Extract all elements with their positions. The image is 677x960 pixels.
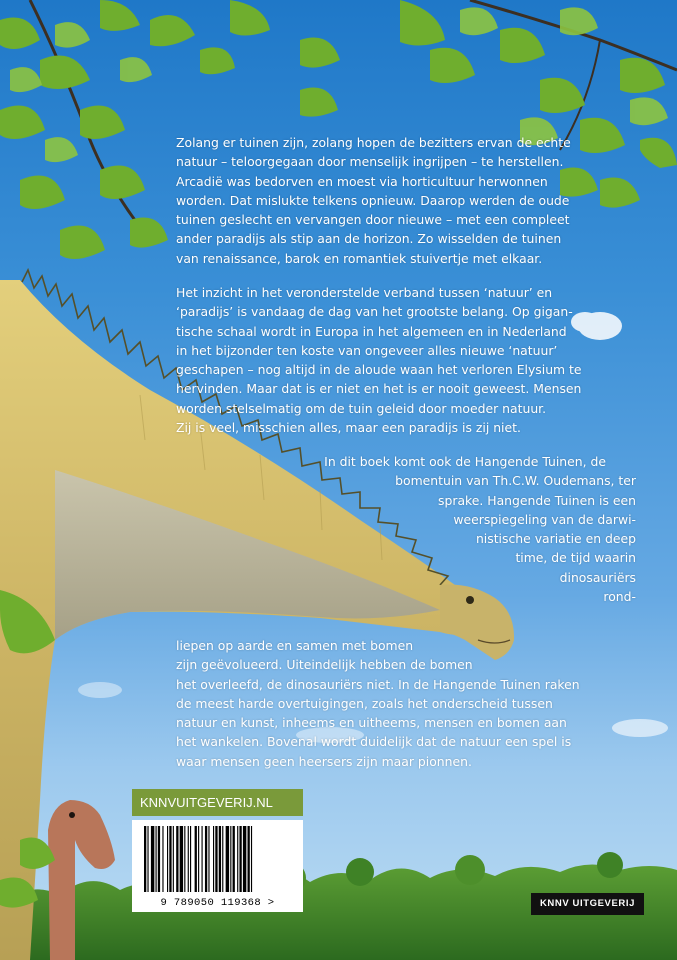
barcode-bar	[237, 826, 238, 892]
barcode-bar	[176, 826, 178, 892]
barcode-bar	[195, 826, 197, 892]
text-line: geschapen – nog altijd in de aloude waan het verloren Elysium te	[176, 362, 582, 378]
barcode-bar	[180, 826, 183, 892]
barcode-bar	[205, 826, 207, 892]
text-line: worden. Dat mislukte telkens opnieuw. Daarop werden de oude	[176, 192, 570, 208]
barcode-bar	[147, 826, 148, 892]
barcode-bar	[184, 826, 185, 892]
text-line: in het bijzonder ten koste van ongeveer alles nieuwe ‘natuur’	[176, 342, 558, 358]
barcode-bar	[248, 826, 250, 892]
text-line: worden stelselmatig om de tuin geleid door moeder natuur.	[176, 400, 547, 416]
text-line: nistische variatie en deep	[475, 531, 636, 547]
text-line: van renaissance, barok en romantiek stuivertje met elkaar.	[176, 250, 543, 266]
text-line: tuinen geslecht en vervangen door nieuwe – met een compleet	[176, 212, 570, 228]
text-line: sprake. Hangende Tuinen is een	[438, 492, 636, 508]
barcode	[132, 820, 303, 912]
paragraph-4	[176, 636, 580, 771]
barcode-bar	[188, 826, 189, 892]
paragraph-2	[176, 283, 582, 437]
isbn-number: 9 789050 119368 >	[160, 897, 275, 909]
barcode-bar	[144, 826, 146, 892]
text-line: natuur – teloorgegaan door menselijk ingrijpen – te herstellen.	[176, 154, 564, 170]
barcode-bar	[213, 826, 214, 892]
text-line: In dit boek komt ook de Hangende Tuinen, de	[324, 454, 606, 469]
barcode-bar	[233, 826, 235, 892]
barcode-bar	[202, 826, 203, 892]
barcode-bar	[226, 826, 229, 892]
text-line: weerspiegeling van de darwi-	[453, 511, 636, 527]
text-line: rond-	[603, 589, 636, 605]
text-line: Arcadië was bedorven en moest via horticultuur herwonnen	[176, 173, 548, 189]
text-line: Zolang er tuinen zijn, zolang hopen de bezitters ervan de echte	[176, 135, 571, 150]
text-line: bomentuin van Th.C.W. Oudemans, ter	[395, 473, 636, 489]
barcode-bar	[208, 826, 209, 892]
barcode-bar	[158, 826, 160, 892]
barcode-bar	[243, 826, 246, 892]
website-label[interactable]: KNNVUITGEVERIJ.NL	[132, 789, 303, 816]
text-line: hervinden. Maar dat is er niet en het is er nooit geweest. Mensen	[176, 381, 582, 397]
text-line: het overleefd, de dinosauriërs niet. In de Hangende Tuinen raken	[176, 676, 580, 692]
barcode-bar	[156, 826, 157, 892]
barcode-bar	[167, 826, 168, 892]
text-line: waar mensen geen heersers zijn maar pionnen.	[176, 753, 472, 769]
barcode-bar	[151, 826, 154, 892]
text-line: time, de tijd waarin	[515, 550, 636, 566]
barcode-bar	[239, 826, 241, 892]
text-line: zijn geëvolueerd. Uiteindelijk hebben de bomen	[176, 657, 473, 673]
barcode-bar	[169, 826, 171, 892]
text-line: liepen op aarde en samen met bomen	[176, 638, 414, 653]
text-line: natuur en kunst, inheems en uitheems, mensen en bomen aan	[176, 715, 567, 731]
text-line: dinosauriërs	[559, 569, 636, 585]
paragraph-1	[176, 133, 571, 268]
barcode-bar	[251, 826, 252, 892]
barcode-bar	[190, 826, 191, 892]
barcode-bar	[219, 826, 221, 892]
barcode-bar	[230, 826, 231, 892]
publisher-logo: KNNV UITGEVERIJ	[531, 893, 644, 915]
paragraph-3	[250, 452, 636, 606]
text-line: de meest harde overtuigingen, zoals het onderscheid tussen	[176, 695, 553, 711]
barcode-bar	[215, 826, 217, 892]
text-line: ‘paradijs’ is vandaag de dag van het grootste belang. Op gigan-	[176, 304, 573, 320]
text-line: Zij is veel, misschien alles, maar een paradijs is zij niet.	[176, 420, 521, 436]
barcode-bar	[198, 826, 199, 892]
text-line: tische schaal wordt in Europa in het algemeen en in Nederland	[176, 323, 567, 339]
barcode-bar	[222, 826, 223, 892]
barcode-bar	[162, 826, 163, 892]
text-line: ander paradijs als stip aan de horizon. Zo wisselden de tuinen	[176, 231, 562, 247]
barcode-block	[132, 789, 303, 912]
barcode-bar	[173, 826, 174, 892]
text-line: Het inzicht in het veronderstelde verband tussen ‘natuur’ en	[176, 285, 553, 300]
text-line: het wankelen. Bovenal wordt duidelijk dat de natuur een spel is	[176, 734, 572, 750]
